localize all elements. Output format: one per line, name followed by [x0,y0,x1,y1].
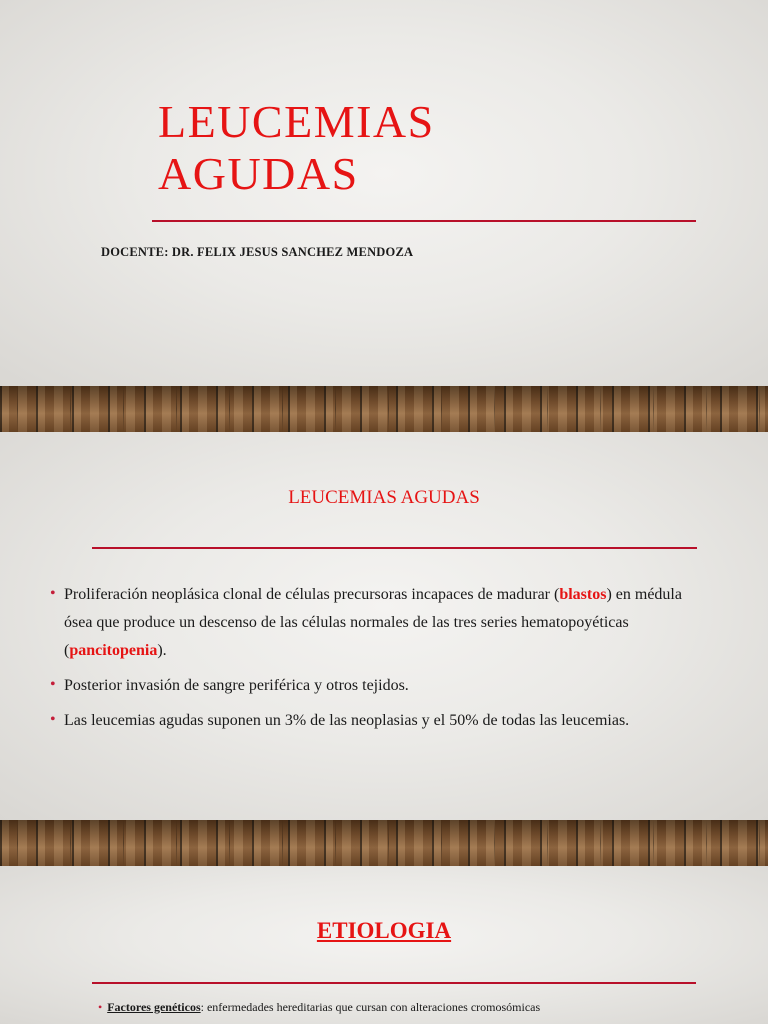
title-divider [152,220,696,222]
highlight-term: blastos [559,586,607,603]
bullet-icon: • [98,1000,103,1014]
highlight-term: Factores genéticos [107,1000,201,1014]
etiology-slide [0,866,768,1024]
bullet-icon: • [50,676,56,693]
bullet-text: ) en médula ósea que produce un descenso de las células normales de las tres series hematopoyéticas ( [64,586,682,659]
bullet-icon: • [50,711,56,728]
heading-divider [92,982,696,984]
bullet-text: Posterior invasión de sangre periférica y otros tejidos. [64,677,409,694]
slide-subtitle: DOCENTE: DR. FELIX JESUS SANCHEZ MENDOZA [101,245,414,259]
slide-title [158,96,435,200]
definition-slide [0,432,768,820]
slide-heading: ETIOLOGIA [316,918,452,943]
highlight-term: pancitopenia [69,642,158,659]
title-slide [0,0,768,386]
slide-title-line1: LEUCEMIAS [158,96,435,147]
bullet-icon: • [50,585,56,602]
wood-floor-divider [0,386,768,432]
bullet-list [50,581,700,742]
list-item [98,1000,540,1015]
bullet-text: : enfermedades hereditarias que cursan con alteraciones cromosómicas [200,1000,541,1014]
bullet-text: ). [157,642,167,659]
list-item [50,581,700,665]
list-item [50,707,700,735]
heading-divider [92,547,697,549]
bullet-text: Las leucemias agudas suponen un 3% de las neoplasias y el 50% de todas las leucemias. [64,712,630,729]
slide-heading: LEUCEMIAS AGUDAS [288,487,480,508]
list-item [50,672,700,700]
wood-floor-divider [0,820,768,866]
bullet-text: Proliferación neoplásica clonal de células precursoras incapaces de madurar ( [64,586,560,603]
slide-title-line2: AGUDAS [158,148,359,199]
